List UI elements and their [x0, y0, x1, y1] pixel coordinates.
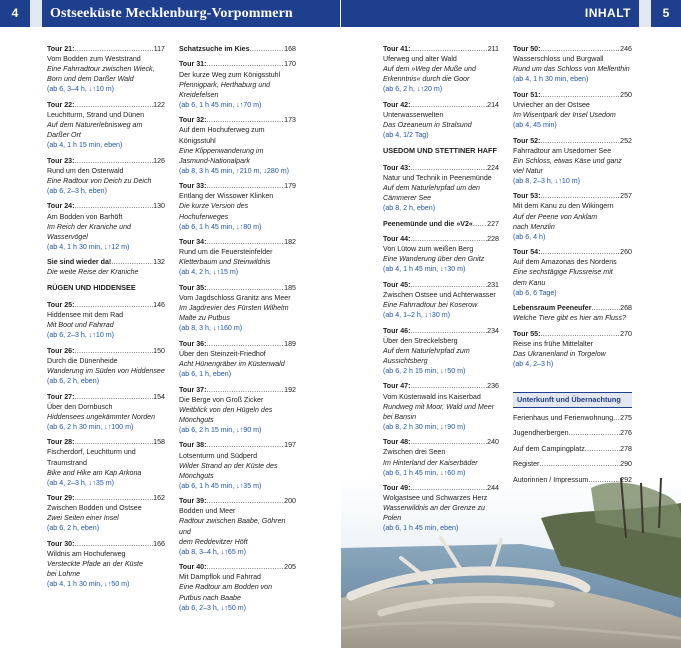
page-ref: 189 — [284, 339, 296, 348]
tour-meta: (ab 6, 2 h 15 min, ↓↑50 m) — [383, 366, 466, 375]
tour-subtitle: Radtour zwischen Baabe, Göhren und — [179, 517, 286, 536]
tour-label: Tour 38: — [179, 441, 207, 450]
tour-meta: (ab 4, 1 h 30 min, ↓↑50 m) — [47, 580, 130, 589]
tour-label: Tour 52: — [513, 136, 541, 145]
page-ref: 244 — [487, 484, 499, 493]
tour-subtitle: Eine Klippenwanderung im — [179, 146, 264, 155]
tour-label: Tour 23: — [47, 156, 75, 165]
tour-label: Tour 26: — [47, 346, 75, 355]
tour-title: Hiddensee mit dem Rad — [47, 311, 124, 320]
tour-label: Tour 31: — [179, 60, 207, 69]
page-ref: 250 — [620, 90, 632, 99]
page-ref: 182 — [284, 238, 296, 247]
tour-meta: (ab 6, 1 h 45 min, ↓↑80 m) — [179, 222, 262, 231]
appendix-label: Register — [513, 460, 540, 469]
tour-subtitle: Mönchguts — [179, 471, 214, 480]
tour-meta: (ab 6, 6 Tage) — [513, 288, 557, 297]
tour-title: Wasserschloss und Burgwall — [513, 55, 604, 64]
tour-title: Über den Streckelsberg — [383, 336, 458, 345]
tour-meta: (ab 4, 45 min) — [513, 121, 557, 130]
tour-meta: (ab 6, 1 h 45 min, eben) — [383, 524, 459, 533]
tour-label: Tour 34: — [179, 238, 207, 247]
tour-meta: (ab 8, 3–4 h, ↓↑65 m) — [179, 547, 247, 556]
tour-subtitle: nach Menzlin — [513, 222, 555, 231]
tour-title: Auf dem Amazonas des Nordens — [513, 258, 617, 267]
page-ref: 236 — [487, 382, 499, 391]
unterkunft-heading: Unterkunft und Übernachtung — [517, 395, 621, 404]
toc-entry-tour-24[interactable] — [47, 201, 165, 251]
tour-subtitle: Kletterbaum und Steinwildnis — [179, 258, 271, 267]
tour-subtitle: dem Kanu — [513, 278, 546, 287]
page-ref: 257 — [620, 192, 632, 201]
tour-subtitle: Im Wisentpark der Insel Usedom — [513, 110, 616, 119]
tour-subtitle: Auf dem Naturlehrpfad zum — [383, 346, 470, 355]
tour-title: Zwischen drei Seen — [383, 448, 446, 457]
appendix-label: Auf dem Campingplatz — [513, 444, 585, 453]
toc-entry-tour-50[interactable] — [513, 44, 632, 84]
toc-entry-tour-33[interactable] — [179, 181, 296, 231]
tour-subtitle: Wilder Strand an der Küste des — [179, 461, 278, 470]
tour-title: Vom Bodden zum Weststrand — [47, 55, 141, 64]
tour-subtitle: Rund um das Schloss von Mellenthin — [513, 65, 630, 74]
tour-title: Fahrradtour am Usedomer See — [513, 146, 612, 155]
tour-label: Tour 24: — [47, 202, 75, 211]
page-ref: 126 — [153, 156, 165, 165]
tour-title: Durch die Dünenheide — [47, 356, 118, 365]
toc-entry-tour-51[interactable] — [513, 90, 632, 130]
page-ref: 292 — [620, 475, 632, 484]
toc-entry-tour-28[interactable] — [47, 437, 165, 487]
tour-title: Lotsenturm und Südperd — [179, 451, 258, 460]
toc-entry-tour-21[interactable] — [47, 44, 165, 94]
tour-subtitle: Wanderung im Süden von Hiddensee — [47, 366, 165, 375]
tour-label: Tour 40: — [179, 563, 207, 572]
tour-subtitle: Im Reich der Kraniche und — [47, 222, 131, 231]
tour-meta: (ab 8, 3 h, ↓↑160 m) — [179, 324, 243, 333]
tour-subtitle: Malte zu Putbus — [179, 314, 230, 323]
tour-subtitle: Erkenntnis« durch die Goor — [383, 75, 470, 84]
tour-label: Tour 37: — [179, 385, 207, 394]
appendix-label: Jugendherbergen — [513, 429, 569, 438]
tour-meta: (ab 6, 2–3 h, eben) — [47, 187, 107, 195]
header-bar-right — [341, 0, 681, 27]
section-title: INHALT — [584, 6, 631, 20]
tour-subtitle: Auf der Peene von Anklam — [513, 212, 598, 221]
page-ref: 231 — [487, 280, 499, 289]
tour-label: Tour 29: — [47, 494, 75, 503]
tour-label: Tour 36: — [179, 339, 207, 348]
tour-label: Tour 51: — [513, 90, 541, 99]
tour-title: Mit dem Kanu zu den Wikingern — [513, 202, 614, 211]
tour-label: Tour 45: — [383, 280, 411, 289]
section-heading-ruegen: RÜGEN UND HIDDENSEE — [47, 282, 136, 292]
toc-entry-tour-45[interactable] — [383, 280, 499, 320]
tour-label: Tour 27: — [47, 392, 75, 401]
tour-meta: (ab 6, 1 h, eben) — [179, 370, 232, 379]
page-ref: 278 — [620, 444, 632, 453]
tour-title: Reise ins frühe Mittelalter — [513, 339, 594, 348]
tour-meta: (ab 6, 3–4 h, ↓↑10 m) — [47, 85, 115, 94]
toc-entry-tour-34[interactable] — [179, 237, 296, 277]
page-ref: 246 — [620, 45, 632, 53]
page-ref: 227 — [487, 219, 499, 228]
page-ref: 240 — [487, 438, 499, 447]
toc-entry-tour-42[interactable] — [383, 100, 499, 140]
page-ref: 268 — [620, 304, 632, 313]
section-heading-usedom: USEDOM UND STETTINER HAFF — [383, 145, 497, 155]
tour-title: Zwischen Ostsee und Achterwasser — [383, 290, 496, 299]
tour-label: Tour 46: — [383, 326, 411, 335]
page-ref: 228 — [487, 235, 499, 244]
tour-title: Rund um die Feuersteinfelder — [179, 248, 273, 257]
tour-title: Zwischen Bodden und Ostsee — [47, 504, 142, 513]
tour-subtitle: Acht Hünengräber im Küstenwald — [179, 359, 285, 368]
page-ref: 179 — [284, 182, 296, 191]
page-ref: 197 — [284, 441, 296, 450]
tour-subtitle: Auf dem Naturerlebnisweg am — [47, 121, 143, 130]
tour-title: Königsstuhl — [179, 136, 216, 145]
page-ref: 252 — [620, 136, 632, 145]
tour-subtitle: Eine sechstägige Flussreise mit — [513, 268, 613, 277]
tour-title: Auf dem Hochuferweg zum — [179, 126, 265, 135]
tour-subtitle: Auf dem »Weg der Muße und — [383, 65, 476, 74]
toc-entry-tour-32[interactable] — [179, 115, 296, 176]
toc-entry-tour-44[interactable] — [383, 234, 499, 274]
tour-label: Tour 21: — [47, 45, 75, 53]
book-title: Ostseeküste Mecklenburg-Vorpommern — [50, 6, 293, 21]
toc-entry-tour-22[interactable] — [47, 100, 165, 150]
tour-meta: (ab 4, 1 h 30 min, ↓↑12 m) — [47, 242, 130, 251]
toc-column-1 — [47, 44, 165, 595]
toc-entry-tour-49[interactable] — [383, 483, 499, 533]
tour-subtitle: Pfennigpark, Herthaburg und — [179, 80, 271, 89]
tour-label: Tour 22: — [47, 100, 75, 109]
tour-label: Tour 30: — [47, 539, 75, 548]
tour-subtitle: Kreidefelsen — [179, 90, 219, 99]
tour-title: Am Bodden von Barhöft — [47, 212, 123, 221]
tour-meta: (ab 6, 1 h 45 min, ↓↑60 m) — [383, 468, 466, 477]
tour-label: Tour 55: — [513, 329, 541, 338]
tour-subtitle: Rundweg mit Moor, Wald und Meer — [383, 402, 495, 411]
tour-meta: (ab 8, 2 h 30 min, ↓↑90 m) — [383, 422, 466, 431]
tour-subtitle: Im Hinterland der Kaiserbäder — [383, 458, 478, 467]
toc-entry-v2[interactable] — [383, 219, 499, 229]
toc-entry-tour-39[interactable] — [179, 496, 296, 557]
toc-column-2 — [179, 44, 296, 618]
tour-label: Tour 44: — [383, 235, 411, 244]
tour-meta: (ab 8, 2–3 h, ↓↑10 m) — [513, 176, 581, 185]
page-ref: 211 — [487, 45, 499, 53]
page-ref: 130 — [153, 202, 165, 211]
page-ref: 150 — [153, 346, 165, 355]
tour-meta: (ab 6, 2 h 30 min, ↓↑100 m) — [47, 422, 134, 431]
tour-meta: (ab 6, 4 h) — [513, 232, 546, 241]
header-accent-right — [639, 0, 651, 27]
tour-label: Tour 33: — [179, 182, 207, 191]
page-ref: 122 — [153, 100, 165, 109]
header-bar-left — [0, 0, 340, 27]
tour-subtitle: Born und dem Darßer Wald — [47, 75, 134, 84]
tour-subtitle: Eine Radtour am Bodden von — [179, 583, 273, 592]
page-ref: 117 — [153, 45, 165, 53]
tour-meta: (ab 4, 2–3 h, ↓↑35 m) — [47, 478, 115, 487]
tour-meta: (ab 6, 2–3 h, ↓↑50 m) — [179, 603, 247, 612]
tour-label: Tour 54: — [513, 248, 541, 257]
page-ref: 185 — [284, 283, 296, 292]
tour-label: Tour 41: — [383, 45, 411, 53]
tour-meta: (ab 6, 2–3 h, ↓↑10 m) — [47, 331, 115, 340]
unterkunft-section-box — [513, 392, 632, 408]
page-ref: 168 — [284, 45, 296, 53]
toc-entry-tour-37[interactable] — [179, 385, 296, 435]
tour-subtitle: Auf dem Naturlehrpfad um den — [383, 183, 481, 192]
tour-subtitle: Das Ukranenland in Torgelow — [513, 349, 606, 358]
page-ref: 173 — [284, 116, 296, 125]
tour-meta: (ab 8, 3 h 45 min, ↑210 m, ↓280 m) — [179, 166, 290, 175]
feature-label: Lebensraum Peeneufer — [513, 304, 592, 313]
toc-entry-peeneufer[interactable] — [513, 303, 632, 323]
tour-meta: (ab 4, 1/2 Tag) — [383, 131, 429, 140]
toc-entry-tour-55[interactable] — [513, 329, 632, 369]
toc-entry-tour-41[interactable] — [383, 44, 499, 94]
page-ref: 205 — [284, 563, 296, 572]
toc-entry-tour-25[interactable] — [47, 300, 165, 340]
feature-subtitle: Die weite Reise der Kraniche — [47, 268, 139, 277]
tour-title: Wolgastsee und Schwarzes Herz — [383, 494, 488, 503]
page-ref: 166 — [153, 539, 165, 548]
page-ref: 132 — [153, 258, 165, 267]
tour-meta: (ab 4, 2 h, ↓↑15 m) — [179, 268, 239, 277]
header-accent-left — [30, 0, 42, 27]
tour-title: Der kurze Weg zum Königsstuhl — [179, 70, 281, 79]
tour-label: Tour 47: — [383, 382, 411, 391]
appendix-item-jugendherbergen[interactable] — [513, 428, 632, 438]
toc-entry-tour-40[interactable] — [179, 562, 296, 612]
tour-subtitle: Putbus nach Baabe — [179, 593, 241, 602]
page-ref: 260 — [620, 248, 632, 257]
tour-label: Tour 53: — [513, 192, 541, 201]
tour-meta: (ab 6, 2 h, eben) — [47, 377, 100, 386]
tour-title: Entlang der Wissower Klinken — [179, 192, 274, 201]
toc-entry-tour-30[interactable] — [47, 539, 165, 589]
appendix-label: Autorinnen / Impressum — [513, 475, 589, 484]
toc-entry-tour-29[interactable] — [47, 493, 165, 533]
tour-label: Tour 42: — [383, 100, 411, 109]
tour-meta: (ab 4, 1–2 h, ↓↑30 m) — [383, 311, 451, 320]
page-ref: 275 — [620, 414, 632, 422]
tour-title: Vom Küstenwald ins Kaiserbad — [383, 392, 481, 401]
page-ref: 158 — [153, 438, 165, 447]
appendix-item-impressum[interactable] — [513, 475, 632, 485]
tour-meta: (ab 4, 2–3 h) — [513, 359, 554, 368]
tour-subtitle: Ein Schloss, etwas Käse und ganz — [513, 156, 622, 165]
tour-meta: (ab 6, 1 h 45 min, ↓↑70 m) — [179, 100, 262, 109]
tour-label: Tour 48: — [383, 438, 411, 447]
tour-title: Leuchtturm, Strand und Dünen — [47, 110, 145, 119]
page-ref: 234 — [487, 326, 499, 335]
tour-label: Tour 28: — [47, 438, 75, 447]
tour-title: Vom Jagdschloss Granitz ans Meer — [179, 294, 291, 303]
tour-subtitle: Zwei Seiten einer Insel — [47, 514, 119, 523]
tour-subtitle: Die kurze Version des Hochuferweges — [179, 202, 249, 221]
toc-entry-tour-35[interactable] — [179, 283, 296, 333]
feature-label: Sie sind wieder da! — [47, 258, 112, 267]
tour-title: Wildnis am Hochuferweg — [47, 550, 126, 559]
tour-meta: (ab 6, 1 h 45 min, ↓↑35 m) — [179, 481, 262, 490]
tour-meta: (ab 4, 1 h 30 min, eben) — [513, 75, 589, 84]
tour-meta: (ab 8, 2 h, eben) — [383, 204, 436, 213]
tour-subtitle: Eine Wanderung über den Gnitz — [383, 255, 485, 264]
tour-label: Tour 43: — [383, 163, 411, 172]
tour-meta: (ab 4, 1 h 15 min, eben) — [47, 141, 123, 150]
tour-title: Von Lütow zum weißen Berg — [383, 245, 474, 254]
tour-title: Mit Dampflok und Fahrrad — [179, 573, 262, 582]
tour-subtitle: Mönchguts — [179, 415, 214, 424]
toc-entry-tour-36[interactable] — [179, 339, 296, 379]
tour-label: Tour 39: — [179, 497, 207, 506]
tour-subtitle: bei Lohme — [47, 570, 81, 579]
tour-subtitle: Im Jagdrevier des Fürsten Wilhelm — [179, 304, 289, 313]
appendix-list — [513, 413, 632, 490]
tour-subtitle: Darßer Ort — [47, 131, 81, 140]
tour-subtitle: Eine Radtour von Deich zu Deich — [47, 176, 152, 185]
tour-subtitle: bei Bansin — [383, 412, 417, 421]
tour-subtitle: dem Reddevitzer Höft — [179, 537, 248, 546]
toc-entry-kraniche[interactable] — [47, 257, 165, 277]
tour-label: Tour 50: — [513, 45, 541, 53]
tour-subtitle: Wasserwildnis an der Grenze zu Polen — [383, 504, 485, 523]
page-ref: 192 — [284, 385, 296, 394]
toc-entry-tour-38[interactable] — [179, 440, 296, 490]
toc-entry-tour-43[interactable] — [383, 163, 499, 213]
appendix-item-ferienhaus[interactable] — [513, 413, 632, 423]
toc-entry-tour-53[interactable] — [513, 191, 632, 241]
tour-subtitle: Aussichtsberg — [383, 356, 428, 365]
tour-label: Tour 35: — [179, 283, 207, 292]
tour-label: Tour 25: — [47, 301, 75, 310]
toc-entry-tour-48[interactable] — [383, 437, 499, 477]
tour-title: Über den Dornbusch — [47, 402, 113, 411]
tour-subtitle: Weitblick von den Hügeln des — [179, 405, 273, 414]
tour-subtitle: Eine Fahrradtour zwischen Wieck, — [47, 65, 155, 74]
page-ref: 224 — [487, 163, 499, 172]
toc-entry-tour-52[interactable] — [513, 136, 632, 186]
tour-title: Traumstrand — [47, 458, 87, 467]
tour-label: Tour 32: — [179, 116, 207, 125]
tour-meta: (ab 6, 2 h 15 min, ↓↑90 m) — [179, 425, 262, 434]
tour-subtitle: viel Natur — [513, 166, 543, 175]
tour-subtitle: Versteckte Pfade an der Küste — [47, 560, 143, 569]
tour-subtitle: Bike and Hike am Kap Arkona — [47, 468, 142, 477]
tour-title: Unterwasserwelten — [383, 110, 444, 119]
tour-subtitle: Wasservögel — [47, 232, 88, 241]
appendix-item-register[interactable] — [513, 459, 632, 469]
toc-entry-tour-46[interactable] — [383, 326, 499, 376]
feature-label: Schatzsuche im Kies — [179, 45, 250, 53]
toc-entry-tour-26[interactable] — [47, 346, 165, 386]
tour-subtitle: Eine Fahrradtour bei Koserow — [383, 301, 478, 310]
page-ref: 146 — [153, 301, 165, 310]
feature-subtitle: Welche Tiere gibt es hier am Fluss? — [513, 314, 626, 323]
tour-subtitle: Jasmund-Nationalpark — [179, 156, 250, 165]
tour-title: Über den Steinzeit-Friedhof — [179, 349, 266, 358]
page-ref: 290 — [620, 460, 632, 469]
tour-subtitle: Cämmerer See — [383, 194, 432, 202]
page-number-right: 5 — [651, 0, 681, 27]
page-ref: 270 — [620, 329, 632, 338]
tour-title: Rund um den Osterwald — [47, 166, 124, 175]
feature-label: Peenemünde und die »V2« — [383, 219, 473, 228]
tour-title: Uferweg und alter Wald — [383, 55, 457, 64]
tour-meta: (ab 6, 2 h, ↓↑20 m) — [383, 85, 443, 94]
page-ref: 276 — [620, 429, 632, 438]
tour-subtitle: Mit Boot und Fahrrad — [47, 321, 114, 330]
page-number-left: 4 — [0, 0, 30, 27]
tour-title: Natur und Technik in Peenemünde — [383, 173, 492, 182]
page-ref: 200 — [284, 497, 296, 506]
page-ref: 154 — [153, 392, 165, 401]
tour-title: Urviecher an der Ostsee — [513, 100, 590, 109]
page-ref: 162 — [153, 494, 165, 503]
appendix-item-camping[interactable] — [513, 444, 632, 454]
toc-column-4 — [513, 44, 632, 374]
page-ref: 170 — [284, 60, 296, 69]
toc-entry-tour-31[interactable] — [179, 59, 296, 109]
toc-entry-tour-54[interactable] — [513, 247, 632, 297]
page-ref: 214 — [487, 100, 499, 109]
tour-title: Die Berge von Groß Zicker — [179, 395, 264, 404]
tour-subtitle: Hiddensees ungekämmter Norden — [47, 412, 156, 421]
toc-entry-tour-23[interactable] — [47, 156, 165, 196]
tour-title: Fischerdorf, Leuchtturm und — [47, 448, 136, 457]
appendix-label: Ferienhaus und Ferienwohnung — [513, 414, 614, 422]
tour-label: Tour 49: — [383, 484, 411, 493]
toc-column-3 — [383, 44, 499, 539]
tour-meta: (ab 4, 1 h 45 min, ↓↑30 m) — [383, 265, 466, 274]
tour-title: Bodden und Meer — [179, 507, 236, 516]
toc-entry-schatzsuche[interactable] — [179, 44, 296, 54]
toc-entry-tour-27[interactable] — [47, 392, 165, 432]
toc-entry-tour-47[interactable] — [383, 381, 499, 431]
tour-meta: (ab 6, 2 h, eben) — [47, 524, 100, 533]
tour-subtitle: Das Ozeaneum in Stralsund — [383, 121, 472, 130]
